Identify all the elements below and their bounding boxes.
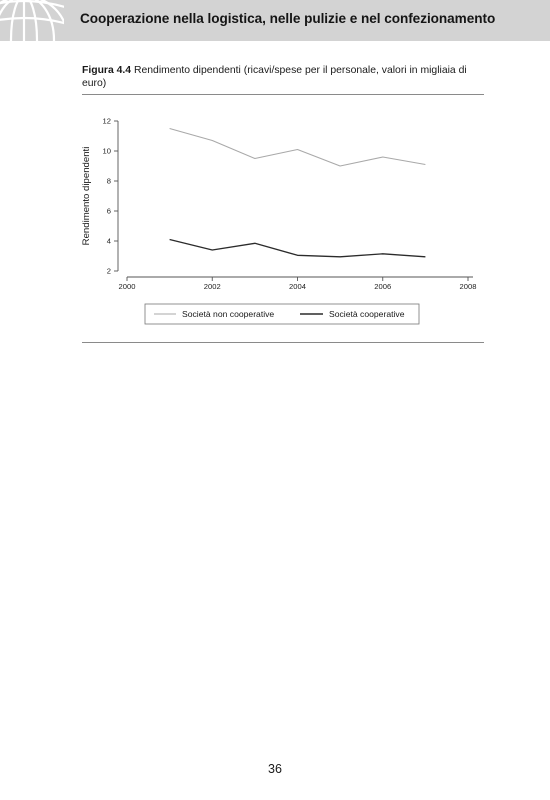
- figure-caption-text: Rendimento dipendenti (ricavi/spese per il personale, valori in migliaia di euro): [82, 65, 467, 89]
- y-tick-label: 10: [102, 146, 111, 156]
- series-lines: [170, 129, 426, 257]
- series-line-non-cooperative: [170, 129, 426, 167]
- y-tick-label: 12: [102, 116, 111, 126]
- figure-label: Figura 4.4: [82, 65, 132, 76]
- page-number: 36: [268, 762, 282, 776]
- x-tick-label: 2002: [203, 282, 221, 291]
- x-tick-label: 2004: [289, 282, 306, 291]
- y-tick-label: 8: [106, 176, 111, 186]
- x-tick-label: 2000: [118, 282, 136, 291]
- legend-label: Società non cooperative: [182, 309, 275, 320]
- y-tick-label: 6: [106, 206, 111, 216]
- running-title: Cooperazione nella logistica, nelle pulizie e nel confezionamento: [80, 11, 496, 26]
- x-axis-ticks: [119, 277, 477, 291]
- x-tick-label: 2006: [374, 282, 392, 291]
- y-tick-label: 2: [106, 266, 111, 276]
- y-axis-label: Rendimento dipendenti: [81, 146, 92, 246]
- legend-label: Società cooperative: [329, 309, 405, 320]
- figure-bottom-divider: [82, 342, 484, 343]
- chart-legend: [145, 304, 419, 324]
- y-tick-label: 4: [106, 236, 111, 246]
- y-axis-ticks: [103, 117, 118, 276]
- series-line-cooperative: [170, 240, 426, 257]
- x-tick-label: 2008: [459, 282, 477, 291]
